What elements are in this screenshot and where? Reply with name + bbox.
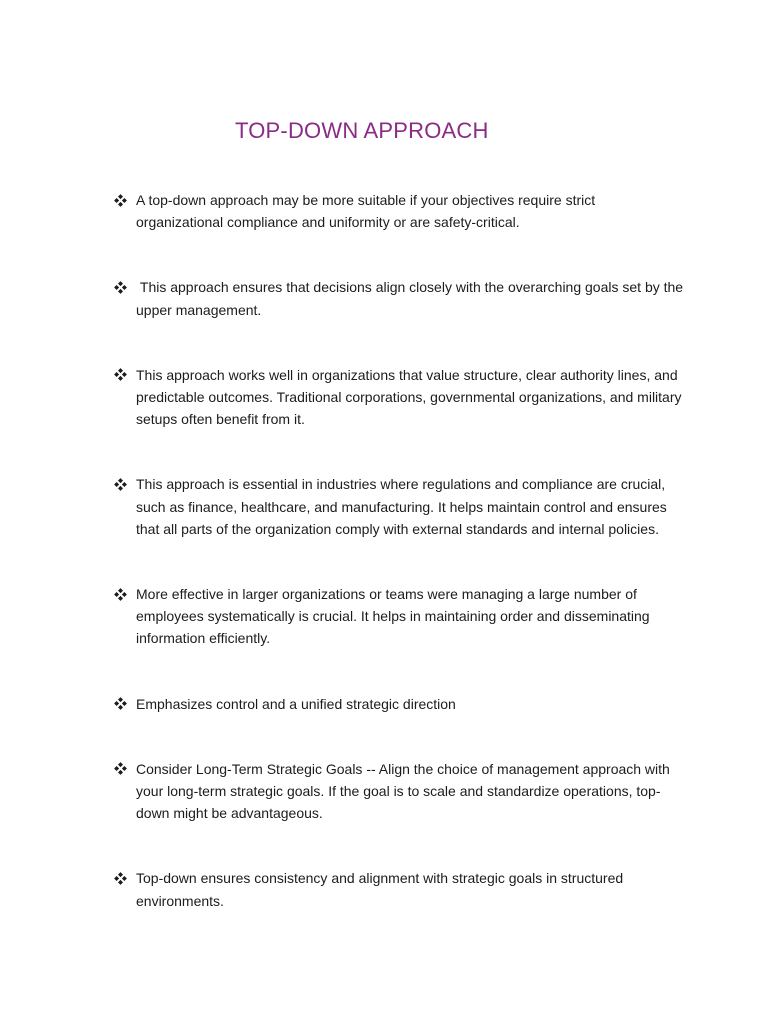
four-diamond-icon — [112, 276, 128, 298]
four-diamond-icon — [112, 693, 128, 715]
list-item — [112, 189, 684, 233]
bullet-list — [112, 189, 687, 912]
bullet-text: This approach works well in organizations that value structure, clear authority lines, and predictable outcomes. Traditional corporations, governmental organizations, and military setups often benefit from it. — [136, 366, 682, 428]
four-diamond-icon — [112, 364, 128, 386]
bullet-text: This approach is essential in industries where regulations and compliance are crucial, such as finance, healthcare, and manufacturing. It helps maintain control and ensures that all parts of the organization comply with external standards and internal policies. — [136, 476, 667, 537]
four-diamond-icon — [112, 758, 128, 780]
bullet-text: Top-down ensures consistency and alignment with strategic goals in structured environments. — [136, 870, 624, 909]
list-item — [112, 583, 684, 650]
page-title: TOP-DOWN APPROACH — [235, 118, 489, 143]
four-diamond-icon — [112, 583, 128, 605]
four-diamond-icon — [112, 867, 128, 889]
bullet-text: Consider Long-Term Strategic Goals -- Align the choice of management approach with your long-term strategic goals. If the goal is to scale and standardize operations, top-down might be advantageous. — [136, 760, 670, 822]
bullet-text: More effective in larger organizations or teams were managing a large number of employees systematically is crucial. It helps in maintaining order and disseminating information efficiently. — [136, 586, 650, 647]
list-item — [112, 364, 684, 431]
list-item — [112, 693, 684, 715]
four-diamond-icon — [112, 189, 128, 211]
bullet-text: Emphasizes control and a unified strategic direction — [136, 695, 456, 712]
list-item — [112, 867, 684, 911]
bullet-text: This approach ensures that decisions align closely with the overarching goals set by the upper management. — [136, 279, 687, 318]
list-item — [112, 473, 684, 540]
bullet-text: A top-down approach may be more suitable if your objectives require strict organizational compliance and uniformity or are safety-critical. — [136, 192, 596, 231]
list-item — [112, 758, 684, 825]
four-diamond-icon — [112, 473, 128, 495]
list-item — [112, 276, 687, 320]
